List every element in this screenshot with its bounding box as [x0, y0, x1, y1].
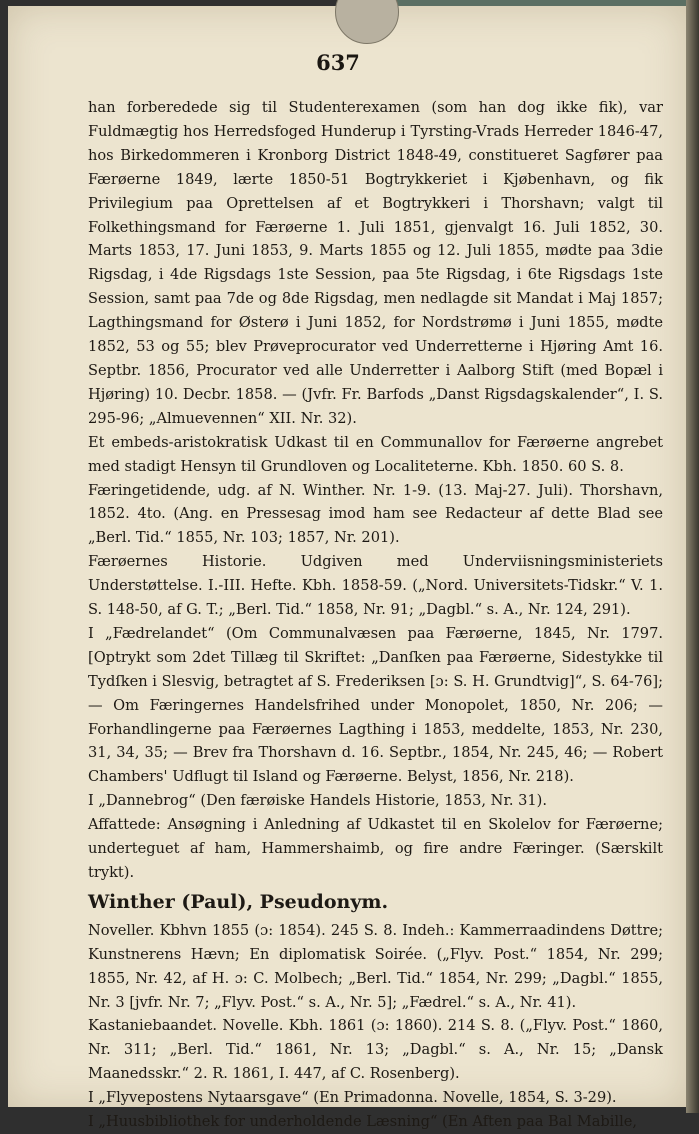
paragraph-communallov: Et embeds-aristokratisk Udkast til en Communallov for Færøerne angrebet med stadigt Hensyn til Grundloven og Localiteterne. Kbh. 1850. 60 S. 8. [88, 433, 663, 475]
paragraph-affattede: Affattede: Ansøgning i Anledning af Udkastet til en Skolelov for Færøerne; underteguet af ham, Hammershaimb, og fire andre Færinger. (Særskilt trykt). [88, 816, 663, 881]
page-notch [335, 0, 399, 44]
book-page [8, 6, 686, 1131]
entry-heading: Winther (Paul), Pseudonym. [88, 890, 389, 913]
paragraph-huusbibliothek: I „Huusbibliothek for underholdende Læsning“ (En Aften paa Bal Mabille, [88, 1113, 638, 1131]
paragraph-flyvepostens: I „Flyvepostens Nytaarsgave“ (En Primadonna. Novelle, 1854, S. 3-29). [88, 1089, 617, 1107]
paragraph-dannebrog: I „Dannebrog“ (Den færøiske Handels Historie, 1853, Nr. 31). [88, 792, 548, 810]
paragraph-faedrelandet: I „Fædrelandet“ (Om Communalvæsen paa Færøerne, 1845, Nr. 1797. [Optrykt som 2det Tillæg til Skriftet: „Danſken paa Færøerne, Sidestykke til Tydſken i Slesvig, betragtet af S. Frederiksen [ɔ: S. H. Grundtvig]“, S. 64-76]; — Om Færingernes Handelsfrihed under Monopolet, 1850, Nr. 206; — Forhandlingerne paa Færøernes Lagthing i 1853, meddelte, 1853, Nr. 230, 31, 34, 35; — Brev fra Thorshavn d. 16. Septbr., 1854, Nr. 245, 46; — Robert Chambers' Udflugt til Island og Færøerne. Belyst, 1856, Nr. 218). [88, 624, 663, 786]
paragraph-biography: han forberedede sig til Studenterexamen (som han dog ikke fik), var Fuldmægtig hos Herredsfoged Hunderup i Tyrsting-Vrads Herreder 1846-47, hos Birkedommeren i Kronborg District 1848-49, constitueret Sagfører paa Færøerne 1849, lærte 1850-51 Bogtrykkeriet i Kjøbenhavn, og fik Privilegium paa Oprettelsen af et Bogtrykkeri i Thorshavn; valgt til Folkethingsmand for Færøerne 1. Juli 1851, gjenvalgt 16. Juli 1852, 30. Marts 1853, 17. Juni 1853, 9. Marts 1855 og 12. Juli 1855, mødte paa 3die Rigsdag, i 4de Rigsdags 1ste Session, paa 5te Rigsdag, i 6te Rigsdags 1ste Session, samt paa 7de og 8de Rigsdag, men nedlagde sit Mandat i Maj 1857; Lagthingsmand for Østerø i Juni 1852, for Nordstrømø i Juni 1855, mødte 1852, 53 og 55; blev Prøveprocurator ved Underretterne i Hjøring Amt 16. Septbr. 1856, Procurator ved alle Underretter i Aalborg Stift (med Bopæl i Hjøring) 10. Decbr. 1858. — (Jvfr. Fr. Barfods „Danst Rigsdagskalender“, I. S. 295-96; „Almuevennen“ XII. Nr. 32). [88, 99, 663, 427]
paragraph-kastaniebaandet: Kastaniebaandet. Novelle. Kbh. 1861 (ɔ: 1860). 214 S. 8. („Flyv. Post.“ 1860, Nr. 311; „Berl. Tid.“ 1861, Nr. 13; „Dagbl.“ s. A., Nr. 15; „Dansk Maanedsskr.“ 2. R. 1861, I. 447, af C. Rosenberg). [88, 1017, 663, 1083]
page-number: 637 [316, 50, 360, 75]
paragraph-faeringetidende: Færingetidende, udg. af N. Winther. Nr. 1-9. (13. Maj-27. Juli). Thorshavn, 1852. 4to. (Ang. en Pressesag imod ham see Redacteur af dette Blad see „Berl. Tid.“ 1855, Nr. 103; 1857, Nr. 201). [88, 481, 663, 547]
paragraph-noveller: Noveller. Kbhvn 1855 (ɔ: 1854). 245 S. 8. Indeh.: Kammerraadindens Døttre; Kunstnerens Hævn; En diplomatisk Soirée. („Flyv. Post.“ 1854, Nr. 299; 1855, Nr. 42, af H. ɔ: C. Molbech; „Berl. Tid.“ 1854, Nr. 299; „Dagbl.“ 1855, Nr. 3 [jvfr. Nr. 7; „Flyv. Post.“ s. A., Nr. 5]; „Fædrel.“ s. A., Nr. 41). [88, 921, 663, 1011]
paragraph-faeroernes-historie: Færøernes Historie. Udgiven med Underviisningsministeriets Understøttelse. I.-III. Hefte. Kbh. 1858-59. („Nord. Universitets-Tidskr.“ V. 1. S. 148-50, af G. T.; „Berl. Tid.“ 1858, Nr. 91; „Dagbl.“ s. A., Nr. 124, 291). [88, 553, 663, 619]
page-text [88, 96, 663, 1134]
page-edge [686, 0, 699, 1113]
